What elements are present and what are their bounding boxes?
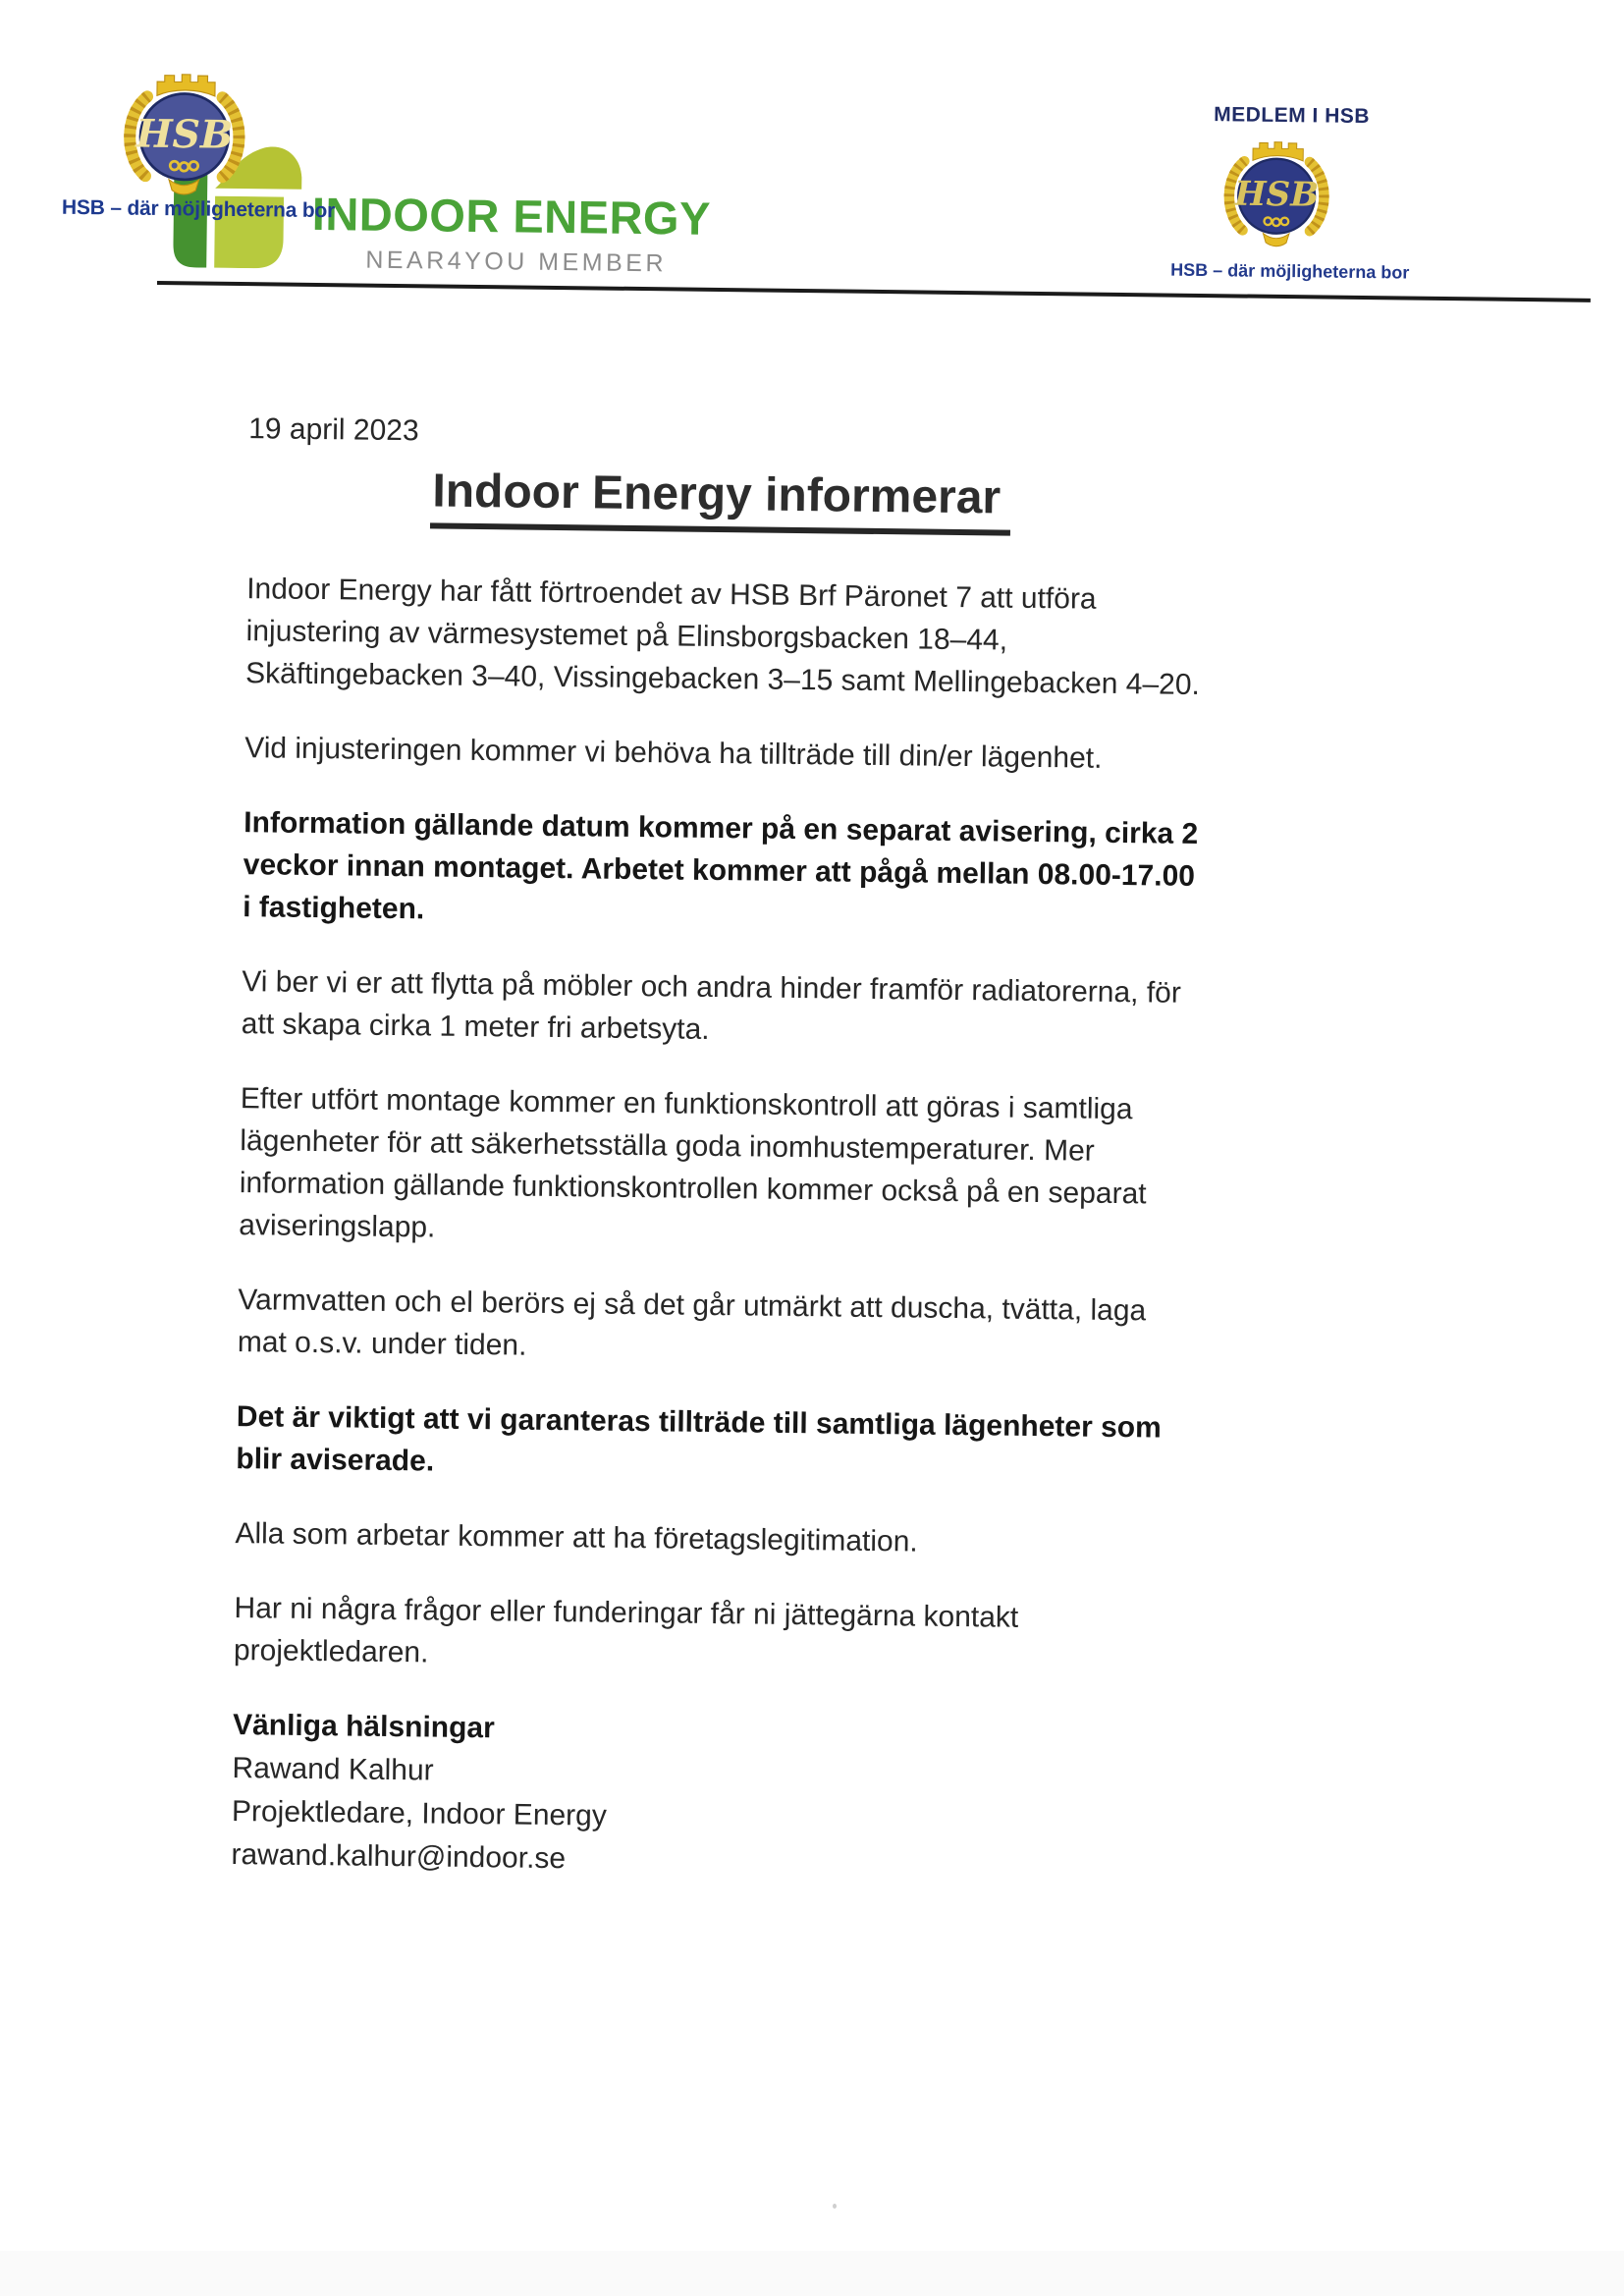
hsb-tagline-right: HSB – där möjligheterna bor xyxy=(1170,259,1410,283)
ribbon-bow xyxy=(169,180,199,194)
letter-paragraph: Har ni några frågor eller funderingar får ni jättegärna kontakt projektledaren. xyxy=(233,1591,1019,1669)
hsb-member-label: MEDLEM I HSB xyxy=(1214,103,1371,129)
brand-wordmark: INDOOR ENERGY xyxy=(311,187,712,245)
title-row xyxy=(247,464,1456,541)
hsb-emblem-icon xyxy=(115,68,254,196)
brand-subtitle: NEAR4YOU MEMBER xyxy=(365,246,668,278)
signoff-block xyxy=(231,1704,1440,1891)
scan-speck xyxy=(833,2204,837,2209)
letter-paragraph: Det är viktigt att vi garanteras tillträde till samtliga lägenheter som blir aviserade. xyxy=(236,1399,1162,1478)
letter-date: 19 april 2023 xyxy=(247,412,419,448)
ribbon-bow xyxy=(1263,234,1289,246)
letter-paragraph: Vid injusteringen kommer vi behöva ha tillträde till din/er lägenhet. xyxy=(244,731,1103,775)
hsb-monogram: HSB xyxy=(135,111,234,158)
letter-paragraph: Alla som arbetar kommer att ha företagslegitimation. xyxy=(235,1516,918,1558)
hsb-tagline-left: HSB – där möjligheterna bor xyxy=(61,195,336,223)
letter-title: Indoor Energy informerar xyxy=(430,465,1011,535)
scan-edge-tint xyxy=(0,2251,1624,2296)
hsb-emblem-icon xyxy=(1217,137,1337,247)
letter-paragraph: Vi ber vi er att flytta på möbler och andra hinder framför radiatorerna, för att skapa cirka 1 meter fri arbetsyta. xyxy=(241,964,1182,1046)
letter-paragraph: Efter utfört montage kommer en funktionskontroll att göras i samtliga lägenheter för att säkerhetsställa goda inomhustemperaturer. Mer information gällande funktionskontrollen kommer också på en separat aviseringslapp. xyxy=(239,1081,1147,1244)
letter-paragraph: Indoor Energy har fått förtroendet av HSB Brf Päronet 7 att utföra injustering av värmesystemet på Elinsborgsbacken 18–44, Skäftingebacken 3–40, Vissingebacken 3–15 samt Mellingebacken 4–20. xyxy=(244,572,1201,701)
signoff-name: Rawand Kalhur xyxy=(232,1751,434,1787)
header-divider xyxy=(157,281,1591,302)
letterhead xyxy=(4,0,1624,283)
letter-paragraph: Varmvatten och el berörs ej så det går utmärkt att duscha, tvätta, laga mat o.s.v. under tiden. xyxy=(237,1283,1147,1362)
signoff-email: rawand.kalhur@indoor.se xyxy=(231,1837,567,1875)
letter-body xyxy=(231,408,1456,1891)
signoff-role: Projektledare, Indoor Energy xyxy=(231,1794,608,1832)
letter-paragraph: Information gällande datum kommer på en separat avisering, cirka 2 veckor innan montaget. Arbetet kommer att pågå mellan 08.00-17.00 i fastigheten. xyxy=(243,805,1199,926)
signoff-closing: Vänliga hälsningar xyxy=(232,1708,495,1745)
hsb-monogram: HSB xyxy=(1234,174,1320,215)
